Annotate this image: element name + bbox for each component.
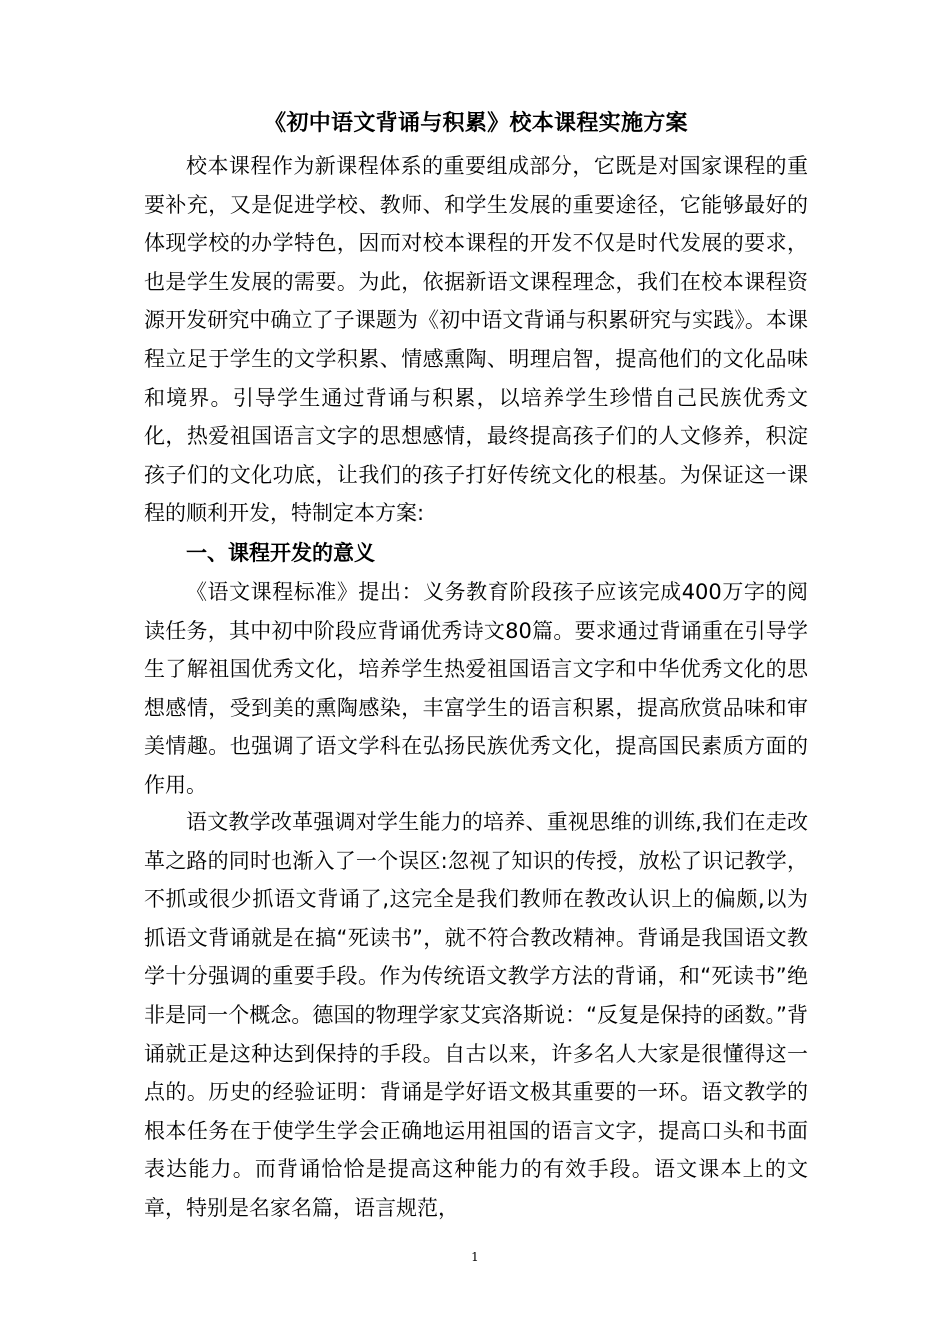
page-number: 1 [471, 1250, 479, 1264]
section-paragraph-2: 语文教学改革强调对学生能力的培养、重视思维的训练,我们在走改革之路的同时也渐入了一个误区:忽视了知识的传授，放松了识记教学，不抓或很少抓语文背诵了,这完全是我们教师在教改认识上的偏颇,以为抓语文背诵就是在搞“死读书”，就不符合教改精神。背诵是我国语文教学十分强调的重要手段。作为传统语文教学方法的背诵，和“死读书”绝非是同一个概念。德国的物理学家艾宾洛斯说：“反复是保持的函数。”背诵就正是这种达到保持的手段。自古以来，许多名人大家是很懂得这一点的。历史的经验证明：背诵是学好语文极其重要的一环。语文教学的根本任务在于使学生学会正确地运用祖国的语言文字，提高口头和书面表达能力。而背诵恰恰是提高这种能力的有效手段。语文课本上的文章，特别是名家名篇，语言规范， [144, 810, 808, 1220]
section-paragraph-1: 《语文课程标准》提出：义务教育阶段孩子应该完成400万字的阅读任务，其中初中阶段应背诵优秀诗文80篇。要求通过背诵重在引导学生了解祖国优秀文化，培养学生热爱祖国语言文字和中华优秀文化的思想感情，受到美的熏陶感染，丰富学生的语言积累，提高欣赏品味和审美情趣。也强调了语文学科在弘扬民族优秀文化，提高国民素质方面的作用。 [144, 580, 808, 797]
document-title: 《初中语文背诵与积累》校本课程实施方案 [264, 111, 688, 136]
intro-paragraph: 校本课程作为新课程体系的重要组成部分，它既是对国家课程的重要补充，又是促进学校、教师、和学生发展的重要途径，它能够最好的体现学校的办学特色，因而对校本课程的开发不仅是时代发展的要求，也是学生发展的需要。为此，依据新语文课程理念，我们在校本课程资源开发研究中确立了子课题为《初中语文背诵与积累研究与实践》。本课程立足于学生的文学积累、情感熏陶、明理启智，提高他们的文化品味和境界。引导学生通过背诵与积累，以培养学生珍惜自己民族优秀文化，热爱祖国语言文字的思想感情，最终提高孩子们的人文修养，积淀孩子们的文化功底，让我们的孩子打好传统文化的根基。为保证这一课程的顺利开发，特制定本方案: [144, 154, 808, 526]
section-heading: 一、课程开发的意义 [186, 541, 375, 565]
